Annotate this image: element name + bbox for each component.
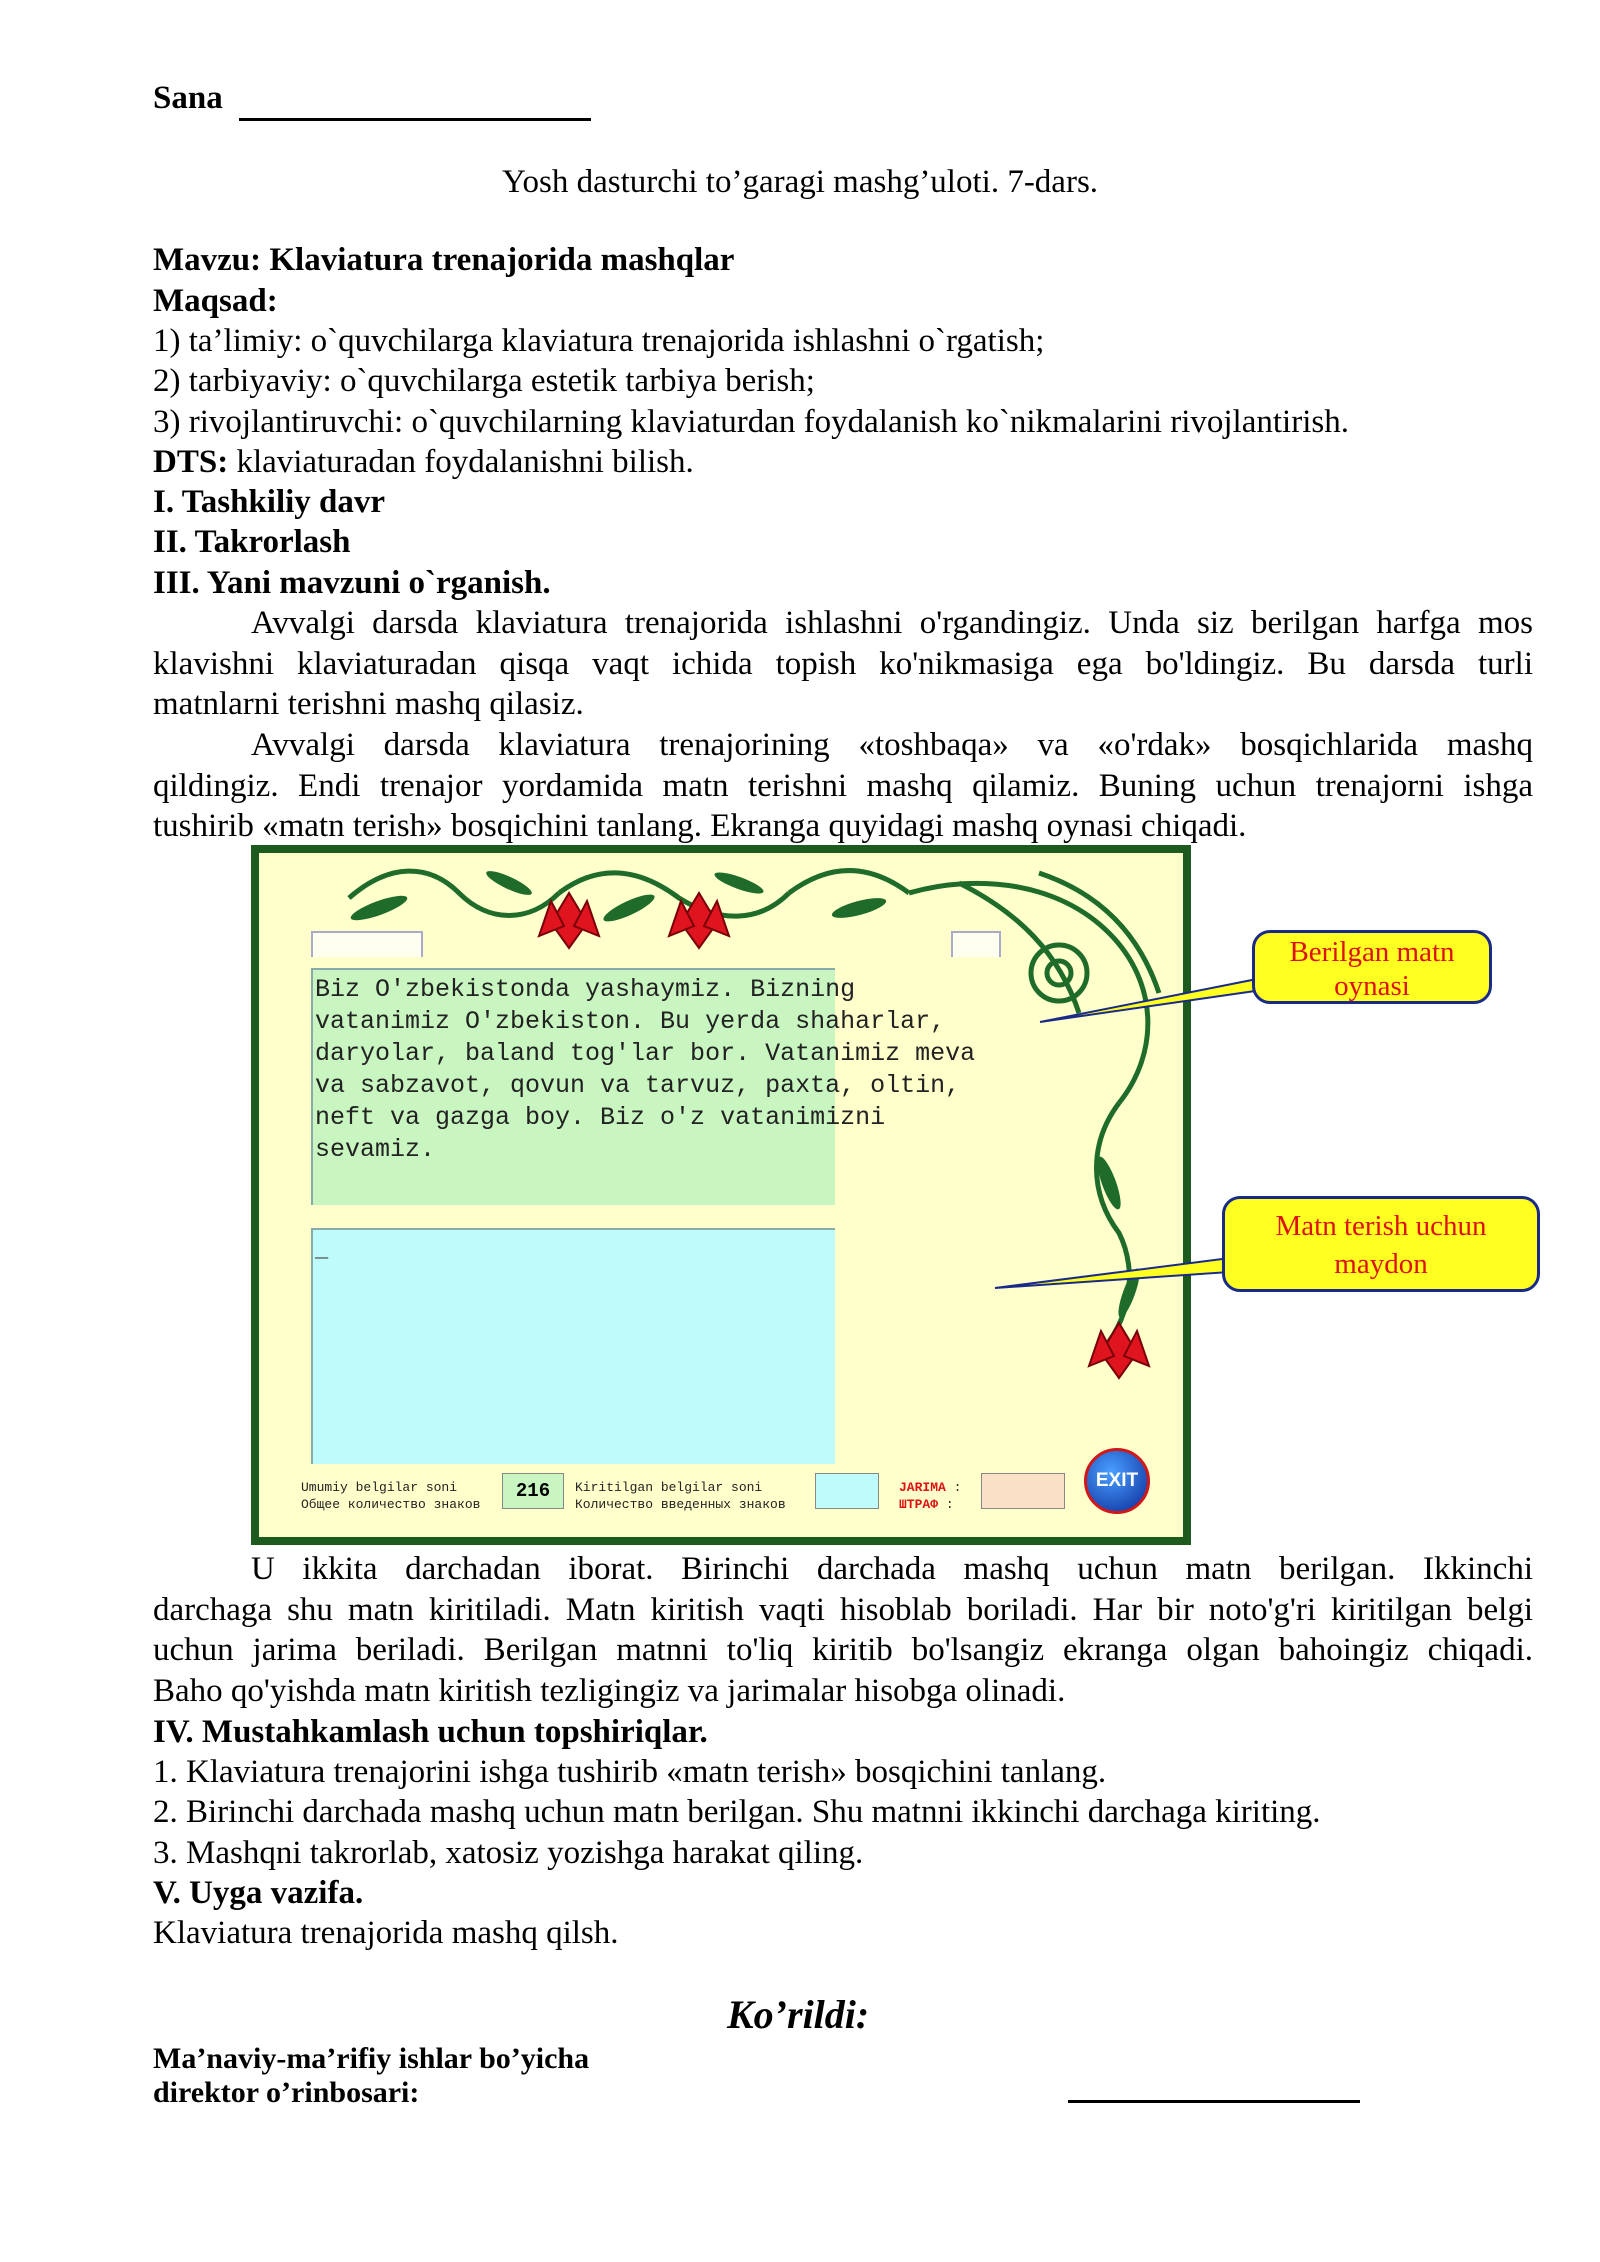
paragraph-3-line-3: uchun jarima beriladi. Berilgan matnni to'liq kiritib bo'lsangiz ekranga olgan bahoingiz chiqadi.: [153, 1632, 1533, 1668]
total-chars-label-uz: Umumiy belgilar soni: [301, 1480, 458, 1495]
signature-title-line-1: Ma’naviy-ma’rifiy ishlar bo’yicha: [153, 2042, 590, 2075]
task-1: 1. Klaviatura trenajorini ishga tushirib «matn terish» bosqichini tanlang.: [153, 1754, 1107, 1790]
section-4-heading: IV. Mustahkamlash uchun topshiriqlar.: [153, 1714, 708, 1750]
paragraph-3-line-4: Baho qo'yishda matn kiritish tezligingiz va jarimalar hisobga olinadi.: [153, 1672, 1066, 1709]
penalty-label-ru: ШТРАФ: [899, 1497, 939, 1512]
goal-label: Maqsad:: [153, 283, 278, 319]
section-5-heading: V. Uyga vazifa.: [153, 1875, 364, 1911]
section-2-heading: II. Takrorlash: [153, 524, 351, 560]
paragraph-3: [153, 1549, 1533, 1711]
date-label: Sana: [153, 80, 223, 116]
dts-label: DTS:: [153, 444, 229, 480]
task-3: 3. Mashqni takrorlab, xatosiz yozishga harakat qiling.: [153, 1835, 864, 1871]
signature-title-line-2: direktor o’rinbosari:: [153, 2076, 420, 2109]
goal-1: 1) ta’limiy: o`quvchilarga klaviatura trenajorida ishlashni o`rgatish;: [153, 323, 1045, 359]
paragraph-2-line-2: qildingiz. Endi trenajor yordamida matn terishni mashq qilamiz. Buning uchun trenajorni ishga: [153, 767, 1533, 804]
topic-label: Mavzu:: [153, 242, 262, 278]
total-chars-label-ru: Общее количество знаков: [301, 1497, 481, 1512]
homework-text: Klaviatura trenajorida mashq qilsh.: [153, 1915, 619, 1951]
given-line-6: sevamiz.: [315, 1135, 436, 1164]
given-line-3: daryolar, baland tog'lar bor. Vatanimiz meva: [315, 1039, 976, 1068]
given-line-4: va sabzavot, qovun va tarvuz, paxta, oltin,: [315, 1071, 961, 1100]
paragraph-2-line-3: tushirib «matn terish» bosqichini tanlang. Ekranga quyidagi mashq oynasi chiqadi.: [153, 808, 1247, 844]
paragraph-3-line-2: darchaga shu matn kiritiladi. Matn kiritish vaqti hisoblab boriladi. Har bir noto'g'ri kiritilgan belgi: [153, 1591, 1533, 1628]
given-line-5: neft va gazga boy. Biz o'z vatanimizni: [315, 1103, 886, 1132]
reviewed-label: Ko’rildi:: [727, 1992, 870, 2037]
penalty-label: JARIMA : ШТРАФ :: [899, 1480, 962, 1512]
paragraph-3-line-1: U ikkita darchadan iborat. Birinchi darchada mashq uchun matn berilgan. Ikkinchi: [251, 1551, 1533, 1587]
callout-typing-line-1: Matn terish uchun: [1275, 1210, 1487, 1242]
entered-chars-label-ru: Количество введенных знаков: [575, 1497, 786, 1512]
callout-typing-line-2: maydon: [1334, 1248, 1428, 1280]
goal-3: 3) rivojlantiruvchi: o`quvchilarning klaviaturdan foydalanish ko`nikmalarini rivojlantirish.: [153, 404, 1349, 440]
callout-typing-field: [1222, 1196, 1540, 1292]
given-line-1: Biz O'zbekistonda yashaymiz. Bizning: [315, 975, 856, 1004]
given-line-2: vatanimiz O'zbekiston. Bu yerda shaharlar,: [315, 1007, 946, 1036]
typing-cursor: _: [315, 1238, 329, 1263]
dts-value: klaviaturadan foydalanishni bilish.: [236, 444, 694, 480]
paragraph-2-line-1: Avvalgi darsda klaviatura trenajorining «toshbaqa» va «o'rdak» bosqichlarida mashq: [251, 727, 1533, 763]
topic-value: Klaviatura trenajorida mashqlar: [269, 242, 735, 278]
exit-button[interactable]: EXIT: [1084, 1448, 1150, 1514]
paragraph-1-line-3: matnlarni terishni mashq qilasiz.: [153, 686, 584, 722]
callout-given-line-1: Berilgan matn: [1289, 936, 1455, 968]
penalty-label-uz: JARIMA: [899, 1480, 946, 1495]
paragraph-1-line-2: klavishni klaviaturadan qisqa vaqt ichida topish ko'nikmasiga ega bo'ldingiz. Bu darsda turli: [153, 645, 1533, 682]
callout-given-line-2: oynasi: [1334, 970, 1410, 1002]
paragraph-1-line-1: Avvalgi darsda klaviatura trenajorida ishlashni o'rgandingiz. Unda siz berilgan harfga mos: [251, 605, 1533, 641]
section-3-heading: III. Yani mavzuni o`rganish.: [153, 565, 551, 601]
total-chars-value: 216: [502, 1473, 564, 1509]
section-1-heading: I. Tashkiliy davr: [153, 484, 386, 520]
callout-given-window: [1252, 930, 1492, 1004]
signature-title: [153, 2042, 589, 2110]
signature-line[interactable]: [1068, 2100, 1360, 2103]
lesson-title: Yosh dasturchi to’garagi mashg’uloti. 7-dars.: [501, 164, 1099, 200]
task-2: 2. Birinchi darchada mashq uchun matn berilgan. Shu matnni ikkinchi darchaga kiriting.: [153, 1794, 1321, 1830]
goal-2: 2) tarbiyaviy: o`quvchilarga estetik tarbiya berish;: [153, 363, 815, 399]
entered-chars-label-uz: Kiritilgan belgilar soni: [575, 1480, 763, 1495]
